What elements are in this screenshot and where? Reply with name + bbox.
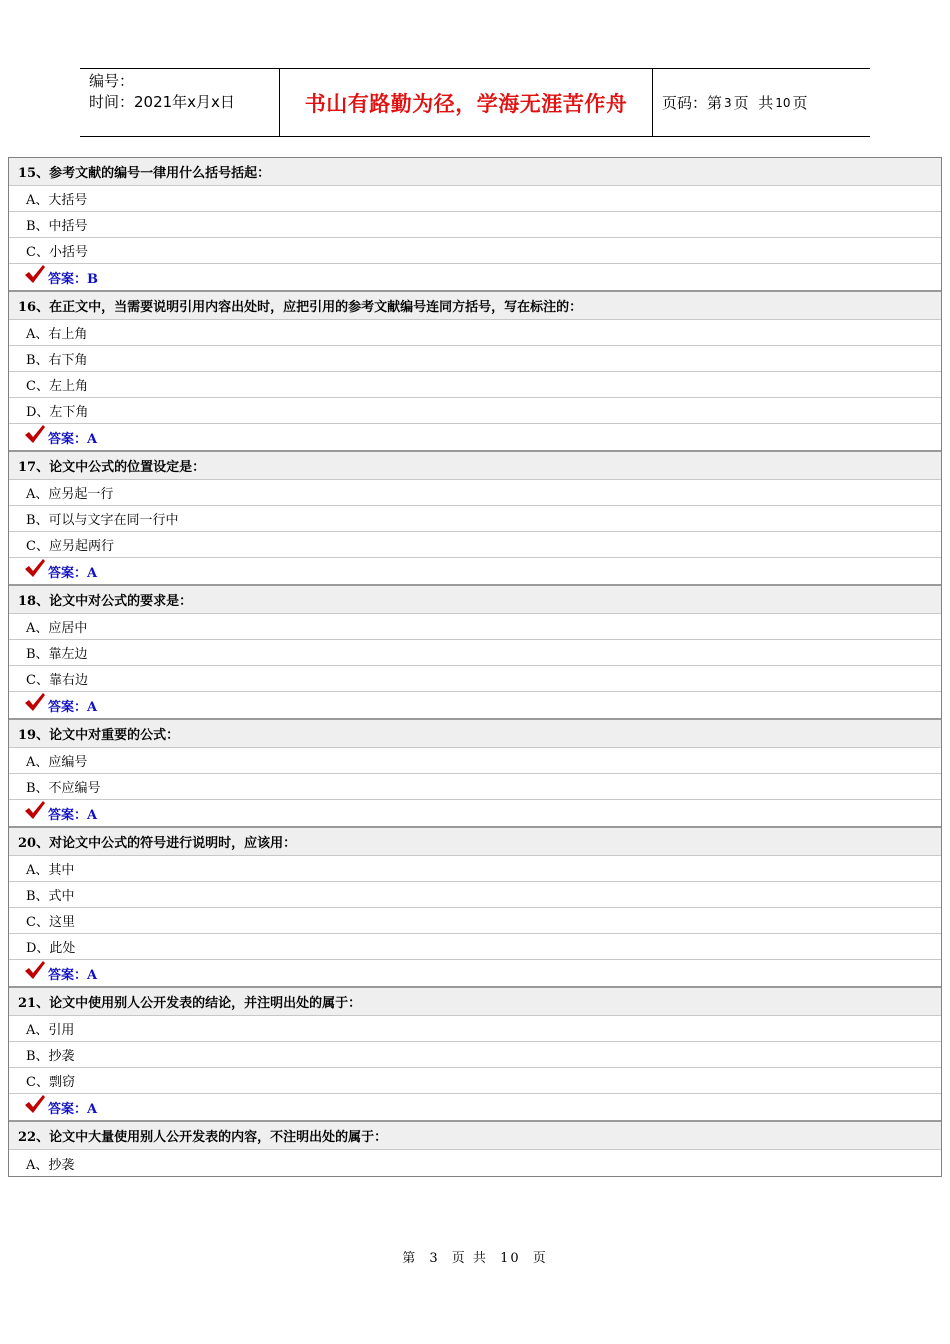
answer-option: B、可以与文字在同一行中 bbox=[9, 506, 941, 532]
checkmark-icon bbox=[24, 960, 46, 980]
answer-option: A、引用 bbox=[9, 1016, 941, 1042]
answer-option: A、其中 bbox=[9, 856, 941, 882]
checkmark-icon bbox=[24, 1094, 46, 1114]
page-footer bbox=[0, 1247, 950, 1266]
answer-option: A、应另起一行 bbox=[9, 480, 941, 506]
answer-text: 答案：B bbox=[48, 271, 98, 287]
page-header bbox=[80, 68, 870, 137]
question-block bbox=[9, 292, 941, 452]
question-text: 15、参考文献的编号一律用什么括号括起： bbox=[9, 158, 941, 186]
header-meta bbox=[80, 69, 280, 136]
checkmark-icon bbox=[24, 692, 46, 712]
checkmark-icon bbox=[24, 800, 46, 820]
question-text: 19、论文中对重要的公式： bbox=[9, 720, 941, 748]
question-block bbox=[9, 586, 941, 720]
time-label: 时间：2021年x月x日 bbox=[89, 93, 235, 111]
question-block bbox=[9, 828, 941, 988]
answer-row bbox=[9, 692, 941, 718]
page-prefix: 页码：第 bbox=[662, 94, 723, 112]
checkmark-icon bbox=[24, 264, 46, 284]
answer-text: 答案：A bbox=[48, 431, 98, 447]
answer-option: C、小括号 bbox=[9, 238, 941, 264]
answer-option: C、左上角 bbox=[9, 372, 941, 398]
question-block bbox=[9, 452, 941, 586]
answer-option: B、抄袭 bbox=[9, 1042, 941, 1068]
answer-row bbox=[9, 558, 941, 584]
answer-text: 答案：A bbox=[48, 565, 98, 581]
page-mid: 页 共 bbox=[733, 94, 774, 112]
answer-text: 答案：A bbox=[48, 699, 98, 715]
answer-row bbox=[9, 1094, 941, 1120]
answer-option: C、应另起两行 bbox=[9, 532, 941, 558]
question-block bbox=[9, 158, 941, 292]
page-number: 3 bbox=[724, 95, 732, 110]
footer-mid: 页 共 bbox=[451, 1251, 488, 1266]
answer-option: A、抄袭 bbox=[26, 1157, 75, 1173]
footer-post: 页 bbox=[532, 1251, 548, 1266]
answer-row bbox=[9, 424, 941, 450]
question-list bbox=[8, 157, 942, 1177]
question-block bbox=[9, 720, 941, 828]
footer-pre: 第 bbox=[402, 1251, 418, 1266]
answer-option: A、应居中 bbox=[9, 614, 941, 640]
answer-option: D、此处 bbox=[9, 934, 941, 960]
answer-text: 答案：A bbox=[48, 807, 98, 823]
number-label: 编号： bbox=[89, 72, 135, 90]
answer-option: A、大括号 bbox=[9, 186, 941, 212]
motto: 书山有路勤为径，学海无涯苦作舟 bbox=[280, 69, 653, 136]
checkmark-icon bbox=[24, 424, 46, 444]
answer-option: B、右下角 bbox=[9, 346, 941, 372]
answer-option: C、靠右边 bbox=[9, 666, 941, 692]
question-text: 16、在正文中，当需要说明引用内容出处时，应把引用的参考文献编号连同方括号，写在标注的： bbox=[9, 292, 941, 320]
footer-page: 3 bbox=[429, 1251, 440, 1266]
question-text: 18、论文中对公式的要求是： bbox=[9, 586, 941, 614]
answer-text: 答案：A bbox=[48, 967, 98, 983]
question-block bbox=[9, 1122, 941, 1176]
checkmark-icon bbox=[24, 558, 46, 578]
answer-row bbox=[9, 960, 941, 986]
question-block bbox=[9, 988, 941, 1122]
answer-option: B、靠左边 bbox=[9, 640, 941, 666]
answer-option: B、不应编号 bbox=[9, 774, 941, 800]
answer-option: D、左下角 bbox=[9, 398, 941, 424]
page-indicator bbox=[653, 69, 870, 136]
answer-option: B、式中 bbox=[9, 882, 941, 908]
answer-row bbox=[9, 264, 941, 290]
answer-option: C、剽窃 bbox=[9, 1068, 941, 1094]
question-text: 22、论文中大量使用别人公开发表的内容，不注明出处的属于： bbox=[9, 1122, 941, 1150]
page-total: 10 bbox=[775, 95, 791, 110]
question-text: 20、对论文中公式的符号进行说明时，应该用： bbox=[9, 828, 941, 856]
answer-option: A、应编号 bbox=[9, 748, 941, 774]
page-suffix: 页 bbox=[792, 94, 808, 112]
answer-option: C、这里 bbox=[9, 908, 941, 934]
answer-row bbox=[9, 800, 941, 826]
question-text: 17、论文中公式的位置设定是： bbox=[9, 452, 941, 480]
answer-option: A、右上角 bbox=[9, 320, 941, 346]
question-text: 21、论文中使用别人公开发表的结论，并注明出处的属于： bbox=[9, 988, 941, 1016]
footer-total: 10 bbox=[500, 1251, 521, 1266]
answer-text: 答案：A bbox=[48, 1101, 98, 1117]
answer-option: B、中括号 bbox=[9, 212, 941, 238]
